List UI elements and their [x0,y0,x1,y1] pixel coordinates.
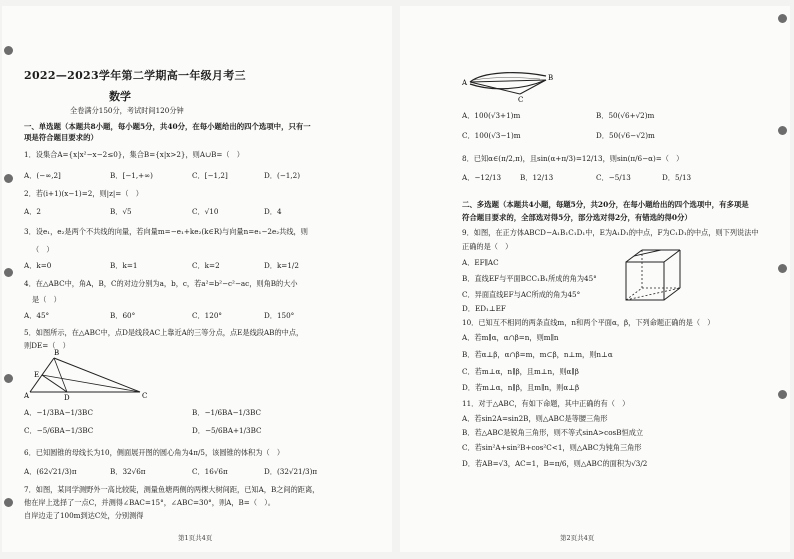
q3-option-d: D．k=1/2 [264,261,299,270]
q10-option-d: D．若m⊥α，n∥β，且m∥n，则α⊥β [462,383,580,392]
q3-stem-line2: （ ） [32,245,54,254]
q11-option-b: B．若△ABC是锐角三角形，则不等式sinA>cosB恒成立 [462,428,644,437]
q10-stem: 10．已知互不相同的两条直线m，n和两个平面α，β，下列命题正确的是（ ） [462,318,715,327]
q8-option-c: C．−5/13 [596,173,631,182]
q4-option-d: D．150° [264,311,295,320]
q4-stem-line2: 是（ ） [32,295,61,304]
binding-hole [4,174,13,183]
q8-option-b: B．12/13 [520,173,554,182]
q5-label-b: B [54,349,60,357]
q10-option-a: A．若m∥α，α∩β=n，则m∥n [462,333,559,342]
q7-option-d: D．50(√6−√2)m [596,131,655,140]
q7-stem-line2: 他在岸上选择了一点C，并测得∠BAC=15°，∠ABC=30°，则A，B=（ ）。 [24,498,275,507]
binding-hole [4,498,13,507]
q1-option-c: C．[−1,2] [192,171,228,180]
q4-stem-line1: 4．在△ABC中，角A，B，C的对边分别为a，b，c，若a²=b²−c²−ac，则角B的大小 [24,279,298,288]
q8-option-d: D．5/13 [662,173,692,182]
q11-option-c: C．若sin²A+sin²B+cos²C<1，则△ABC为钝角三角形 [462,443,642,452]
q5-option-b: B．−1/6BA−1/3BC [192,408,262,417]
q5-label-a: A [24,392,30,400]
section2-header-line1: 二、多选题（本题共4小题，每题5分，共20分，在每小题给出的四个选项中，有多项是 [462,200,749,209]
q10-option-c: C．若m⊥α，n∥β，且m⊥n，则α∥β [462,367,579,376]
q3-stem-line1: 3．设e₁，e₂是两个不共线的向量，若向量m=−e₁+ke₂(k∈R)与向量n=e₁−2e₂共线，则 [24,227,308,236]
q5-option-c: C．−5/6BA−1/3BC [24,426,94,435]
q7-option-c: C．100(√3−1)m [462,131,521,140]
q6-option-b: B．32√6π [110,467,146,476]
q6-stem: 6．已知圆锥的母线长为10，侧面展开图的圆心角为4π/5，该圆锥的体积为（ ） [24,448,285,457]
q8-stem: 8．已知α∈(π/2,π)，且sin(α+π/3)=12/13，则sin(π/6−α)=（ ） [462,154,684,163]
q8-option-a: A．−12/13 [462,173,502,182]
q3-option-b: B．k=1 [110,261,138,270]
q7-label-a: A [462,79,468,87]
page-footer-right: 第2页共4页 [560,534,595,542]
q5-triangle-figure [24,349,154,402]
q5-option-a: A．−1/3BA−1/3BC [24,408,93,417]
q6-option-a: A．(62√21/3)π [24,467,77,476]
binding-hole [4,46,13,55]
q4-option-b: B．60° [110,311,136,320]
q7-label-b: B [548,74,554,82]
q9-stem-line2: 正确的是（ ） [462,242,513,251]
binding-hole [778,390,787,399]
binding-holes [2,6,14,552]
page-footer-left: 第1页共4页 [178,534,213,542]
q5-stem-line1: 5．如图所示，在△ABC中，点D是线段AC上靠近A的三等分点，点E是线段AB的中点， [24,328,304,337]
q5-label-c: C [142,392,148,400]
q4-option-a: A．45° [24,311,50,320]
section1-header-line1: 一、单选题（本题共8小题，每小题5分，共40分，在每小题给出的四个选项中，只有一 [24,122,311,131]
exam-info: 全卷满分150分，考试时间120分钟 [70,106,184,115]
binding-hole [4,268,13,277]
q10-option-b: B．若α⊥β，α∩β=m，m⊂β，n⊥m，则n⊥α [462,350,613,359]
q5-option-d: D．−5/6BA+1/3BC [192,426,262,435]
q5-label-d: D [64,394,70,402]
section2-header-line2: 符合题目要求的，全部选对得5分，部分选对得2分，有错选的得0分） [462,213,692,222]
q2-option-b: B．√5 [110,207,132,216]
q7-stem-line1: 7．如图，某同学测野外一高比较陡，测量鱼塘两侧的两棵大树间距，已知A，B之间的距离， [24,485,320,494]
q3-option-a: A．k=0 [24,261,52,270]
q1-option-d: D．(−1,2) [264,171,301,180]
exam-subject: 数学 [109,90,131,103]
q11-stem: 11．对于△ABC，有如下命题，其中正确的有（ ） [462,399,630,408]
q1-option-a: A．(−∞,2] [24,171,61,180]
binding-hole [778,126,787,135]
section1-header-line2: 项是符合题目要求的） [24,133,98,142]
q9-option-d: D．ED₁⊥EF [462,304,506,313]
q1-stem: 1．设集合A={x|x²−x−2≤0}，集合B={x|x>2}，则A∪B=（ ） [24,150,244,159]
binding-holes-right [778,6,790,552]
exam-title: 2022—2023学年第二学期高一年级月考三 [24,69,246,82]
q4-option-c: C．120° [192,311,222,320]
q1-option-b: B．[−1,+∞) [110,171,153,180]
q9-option-a: A．EF∥AC [462,258,499,267]
q7-stem-line3: 自岸边走了100m到达C处，分别测得 [24,511,144,520]
q11-option-a: A．若sin2A=sin2B，则△ABC是等腰三角形 [462,414,608,423]
q9-option-c: C．异面直线EF与AC所成的角为45° [462,290,581,299]
q7-option-b: B．50(√6+√2)m [596,111,655,120]
binding-hole [4,374,13,383]
q6-option-d: D．(32√21/3)π [264,467,318,476]
exam-page-1 [2,6,392,552]
q2-option-c: C．√10 [192,207,219,216]
q3-option-c: C．k=2 [192,261,220,270]
q2-option-a: A．2 [24,207,41,216]
q9-cube-figure [622,246,684,304]
q11-option-d: D．若AB=√3，AC=1，B=π/6，则△ABC的面积为√3/2 [462,459,648,468]
binding-hole [778,264,787,273]
q5-stem-line2: 则DE=（ ） [24,341,70,350]
q5-label-e: E [34,371,40,379]
q7-river-figure [462,68,562,104]
q2-option-d: D．4 [264,207,282,216]
exam-page-2 [400,6,790,552]
q6-option-c: C．16√6π [192,467,228,476]
q7-label-c: C [518,96,524,104]
q7-option-a: A．100(√3+1)m [462,111,521,120]
binding-hole [778,14,787,23]
q2-stem: 2．若(i+1)(x−1)=2，则|z|=（ ） [24,189,143,198]
q9-stem-line1: 9．如图，在正方体ABCD−A₁B₁C₁D₁中，E为A₁D₁的中点，F为C₁D₁的中点，则下列说法中 [462,228,759,237]
q9-option-b: B．直线EF与平面BCC₁B₁所成的角为45° [462,274,597,283]
